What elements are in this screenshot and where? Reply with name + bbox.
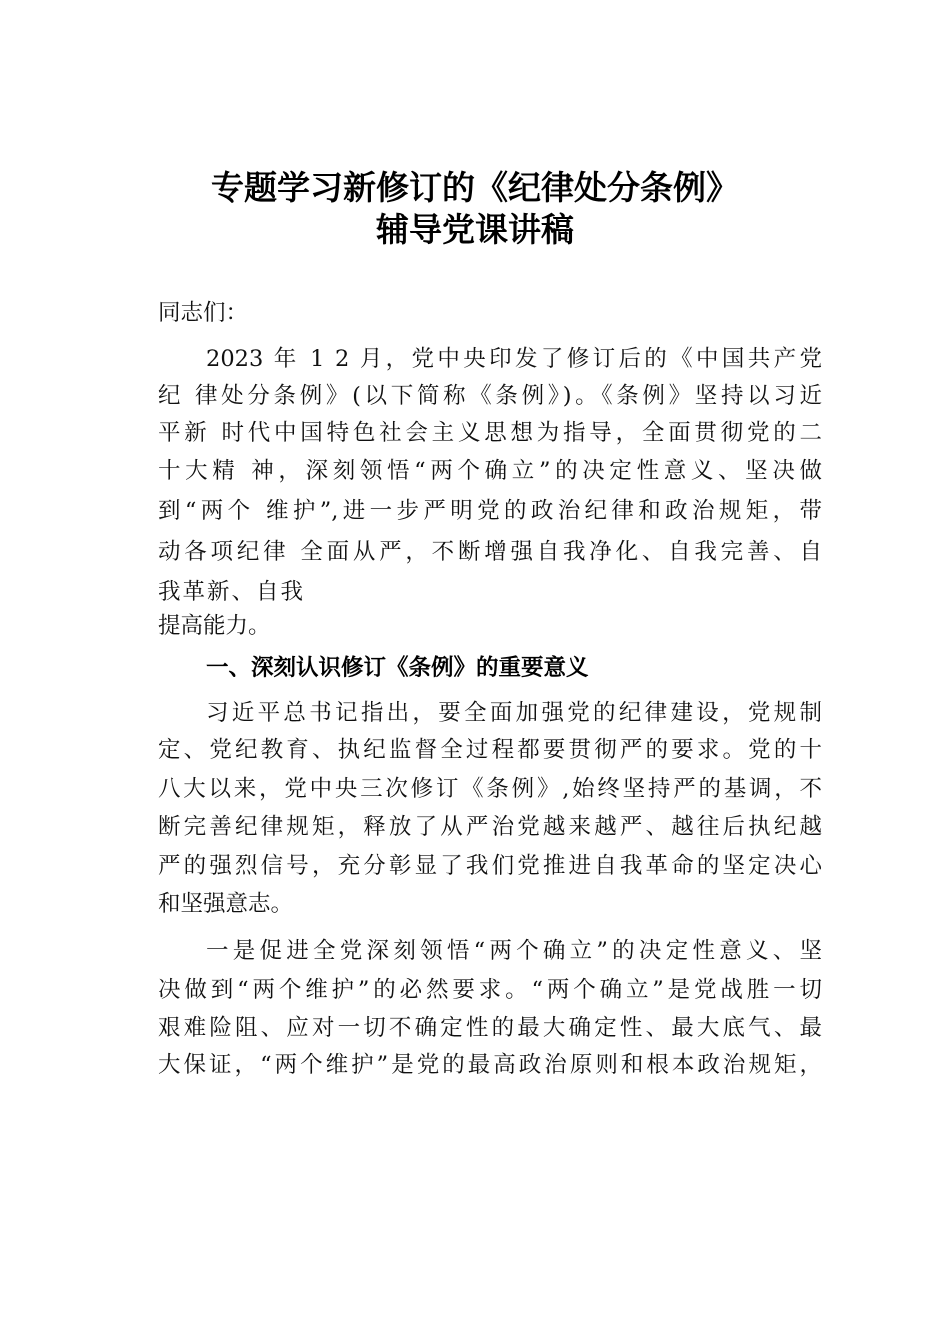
paragraph-line: 定、党纪教育、执纪监督全过程都要贯彻严的要求。党的十 <box>158 737 822 763</box>
paragraph-line: 习近平总书记指出，要全面加强党的纪律建设，党规制 <box>206 700 822 726</box>
paragraph-line: 断完善纪律规矩，释放了从严治党越来越严、越往后执纪越 <box>158 814 822 840</box>
paragraph-line: 一是促进全党深刻领悟“两个确立”的决定性意义、坚 <box>206 938 822 964</box>
paragraph-line: 艰难险阻、应对一切不确定性的最大确定性、最大底气、最 <box>158 1015 822 1041</box>
title-line-2: 辅导党课讲稿 <box>376 210 574 249</box>
section-heading: 一、深刻认识修订《条例》的重要意义 <box>206 655 589 681</box>
intro-line: 提高能力。 <box>158 613 271 639</box>
paragraph-line: 八大以来，党中央三次修订《条例》,始终坚持严的基调，不 <box>158 776 822 802</box>
intro-line: 2023 年 1 2 月，党中央印发了修订后的《中国共产党 <box>206 346 822 372</box>
paragraph-line: 和坚强意志。 <box>158 891 294 917</box>
salutation: 同志们： <box>158 300 249 326</box>
intro-line: 到“两个 维护”,进一步严明党的政治纪律和政治规矩，带 <box>158 498 822 524</box>
paragraph-line: 严的强烈信号，充分彰显了我们党推进自我革命的坚定决心 <box>158 853 822 879</box>
paragraph-line: 决做到“两个维护”的必然要求。“两个确立”是党战胜一切 <box>158 977 822 1003</box>
intro-line: 我革新、自我 <box>158 579 306 605</box>
intro-line: 平新 时代中国特色社会主义思想为指导，全面贯彻党的二 <box>158 420 822 446</box>
intro-line: 十大精 神，深刻领悟“两个确立”的决定性意义、坚决做 <box>158 458 822 484</box>
intro-line: 动各项纪律 全面从严，不断增强自我净化、自我完善、自 <box>158 539 822 565</box>
paragraph-line: 大保证，“两个维护”是党的最高政治原则和根本政治规矩， <box>158 1052 822 1078</box>
title-line-1: 专题学习新修订的《纪律处分条例》 <box>211 168 739 207</box>
intro-line: 纪 律处分条例》(以下简称《条例》)。《条例》坚持以习近 <box>158 383 822 409</box>
